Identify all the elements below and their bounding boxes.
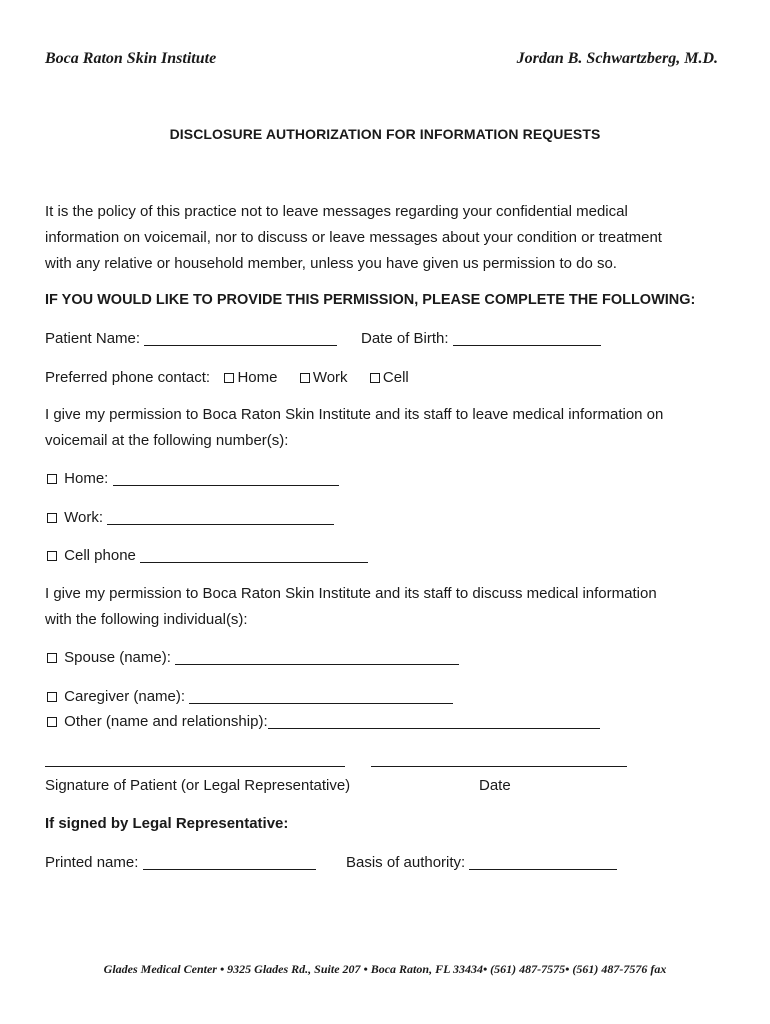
discuss-paragraph <box>45 581 657 633</box>
voicemail-cell-row <box>47 543 368 569</box>
voicemail-cell-label: Cell phone <box>64 547 136 564</box>
basis-label: Basis of authority: <box>346 854 466 871</box>
spouse-field[interactable] <box>175 650 459 665</box>
home-checkbox[interactable] <box>224 373 234 383</box>
caregiver-checkbox[interactable] <box>47 692 57 702</box>
patient-name-label: Patient Name: <box>45 330 141 347</box>
patient-name-row <box>45 326 337 352</box>
printed-name-label: Printed name: <box>45 854 139 871</box>
caregiver-label: Caregiver (name): <box>64 688 186 705</box>
voicemail-line-2: voicemail at the following number(s): <box>45 432 289 449</box>
footer-address: Glades Medical Center • 9325 Glades Rd., Suite 207 • Boca Raton, FL 33434• (561) 487-7575• (561) 487-7576 fax <box>103 962 667 976</box>
voicemail-work-row <box>47 505 334 531</box>
dob-row <box>361 326 601 352</box>
phone-contact-label: Preferred phone contact: <box>45 369 211 386</box>
discuss-line-2: with the following individual(s): <box>45 611 248 628</box>
voicemail-home-field[interactable] <box>113 471 339 486</box>
home-option-label: Home <box>237 369 278 386</box>
voicemail-home-label: Home: <box>64 470 109 487</box>
signature-label: Signature of Patient (or Legal Representative) <box>45 777 351 794</box>
voicemail-work-field[interactable] <box>107 510 334 525</box>
voicemail-cell-field[interactable] <box>140 548 368 563</box>
discuss-line-1: I give my permission to Boca Raton Skin Institute and its staff to discuss medical information <box>45 585 657 602</box>
practice-name: Boca Raton Skin Institute <box>45 50 217 67</box>
spouse-label: Spouse (name): <box>64 649 171 666</box>
policy-line-2: information on voicemail, nor to discuss or leave messages about your condition or treatment <box>45 229 662 246</box>
signature-line[interactable] <box>45 766 345 767</box>
physician-name: Jordan B. Schwartzberg, M.D. <box>516 50 718 67</box>
work-option-label: Work <box>312 369 348 386</box>
voicemail-work-label: Work: <box>64 509 104 526</box>
voicemail-cell-checkbox[interactable] <box>47 551 57 561</box>
caregiver-field[interactable] <box>189 689 453 704</box>
work-checkbox[interactable] <box>300 373 310 383</box>
voicemail-paragraph <box>45 402 663 454</box>
printed-name-field[interactable] <box>143 855 316 870</box>
date-label: Date <box>479 777 511 794</box>
policy-paragraph <box>45 199 662 277</box>
voicemail-line-1: I give my permission to Boca Raton Skin Institute and its staff to leave medical information on <box>45 406 664 423</box>
printed-name-row <box>45 850 316 876</box>
other-label: Other (name and relationship): <box>64 713 268 730</box>
cell-option-label: Cell <box>382 369 409 386</box>
spouse-row <box>47 645 459 671</box>
page-title: DISCLOSURE AUTHORIZATION FOR INFORMATION REQUESTS <box>169 126 601 142</box>
legal-rep-heading: If signed by Legal Representative: <box>45 815 289 832</box>
basis-field[interactable] <box>469 855 617 870</box>
other-checkbox[interactable] <box>47 717 57 727</box>
other-field[interactable] <box>268 714 600 729</box>
phone-contact-row <box>45 365 409 391</box>
voicemail-home-checkbox[interactable] <box>47 474 57 484</box>
policy-line-3: with any relative or household member, unless you have given us permission to do so. <box>45 255 617 272</box>
dob-field[interactable] <box>453 331 601 346</box>
patient-name-field[interactable] <box>144 331 337 346</box>
dob-label: Date of Birth: <box>361 330 449 347</box>
basis-row <box>346 850 617 876</box>
spouse-checkbox[interactable] <box>47 653 57 663</box>
permission-heading: IF YOU WOULD LIKE TO PROVIDE THIS PERMISSION, PLEASE COMPLETE THE FOLLOWING: <box>45 292 696 308</box>
voicemail-home-row <box>47 466 339 492</box>
other-row <box>47 709 600 735</box>
voicemail-work-checkbox[interactable] <box>47 513 57 523</box>
date-line[interactable] <box>371 766 627 767</box>
caregiver-row <box>47 684 453 710</box>
cell-checkbox[interactable] <box>370 373 380 383</box>
policy-line-1: It is the policy of this practice not to leave messages regarding your confidential medical <box>45 203 628 220</box>
